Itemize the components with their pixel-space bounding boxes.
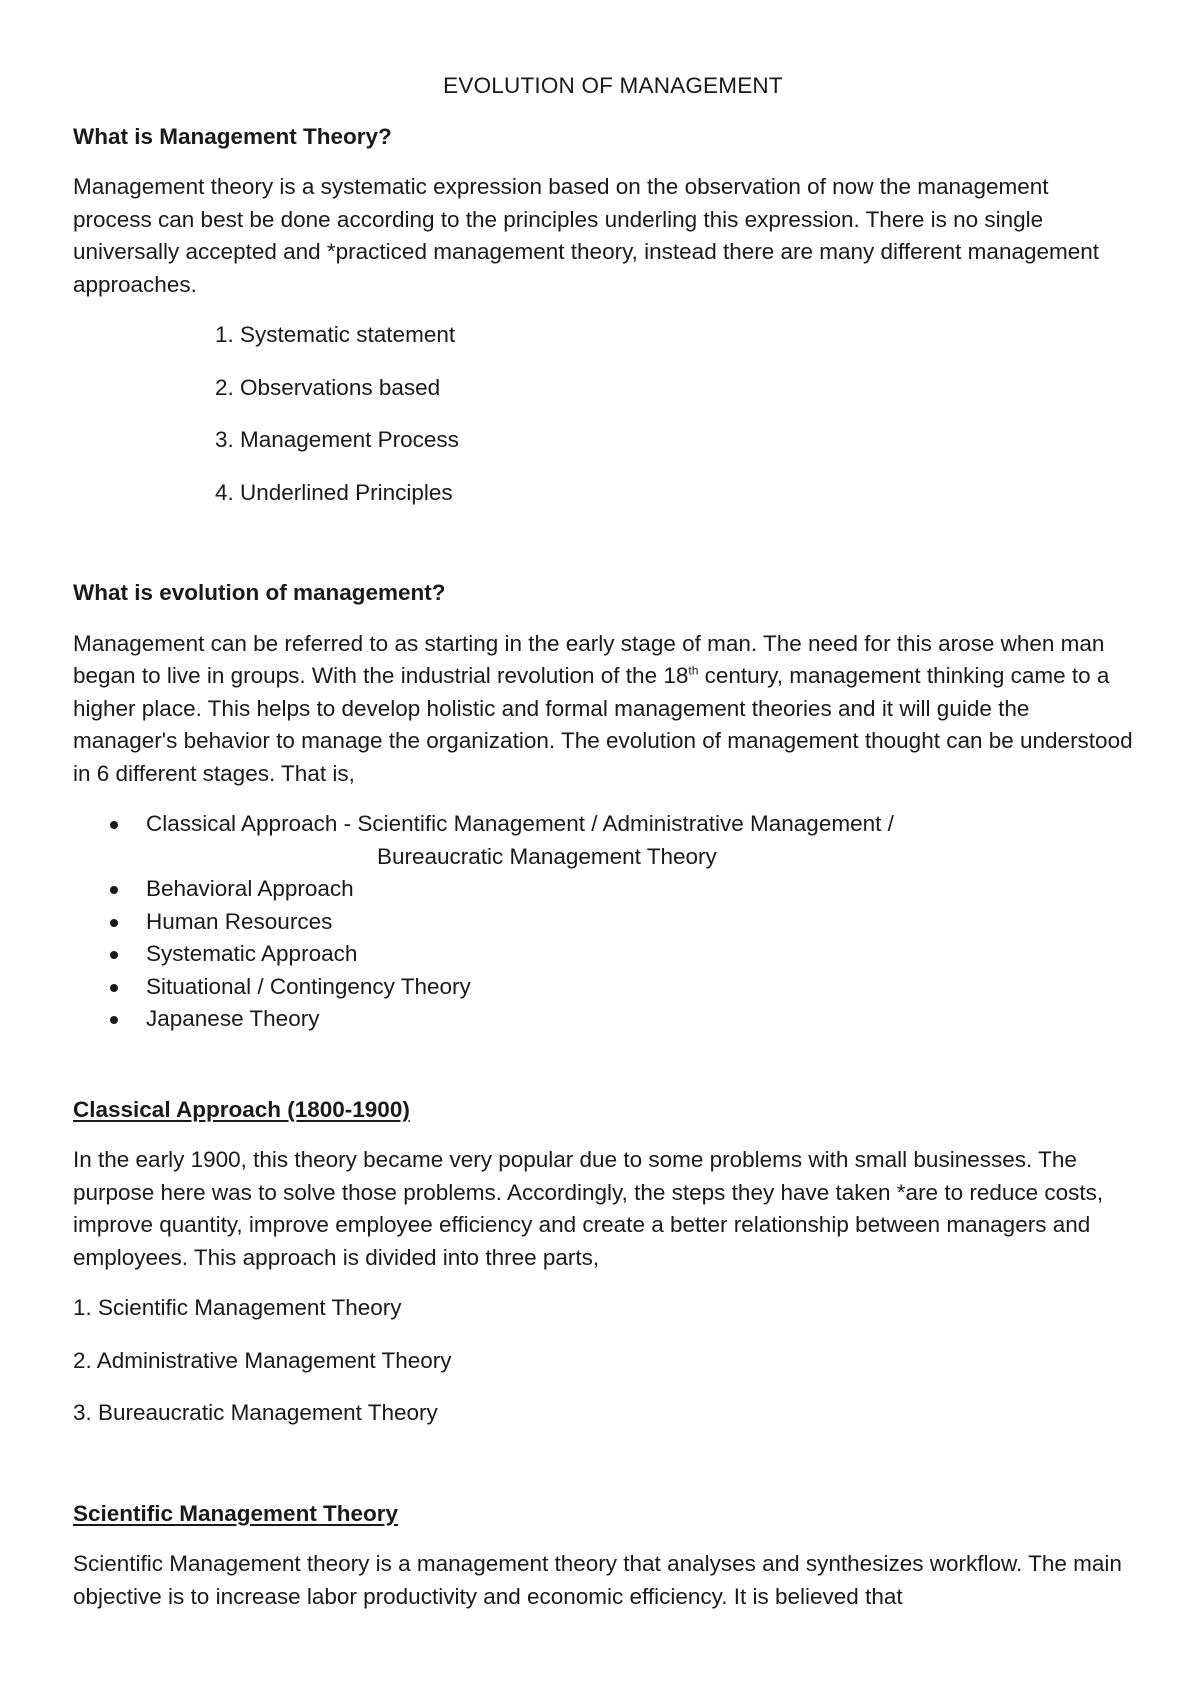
list-item: 3. Bureaucratic Management Theory xyxy=(73,1400,438,1425)
heading-classical-approach: Classical Approach (1800-1900) xyxy=(73,1096,410,1122)
list-item-text: Japanese Theory xyxy=(146,1006,320,1031)
heading-evolution: What is evolution of management? xyxy=(73,580,446,605)
list-item xyxy=(73,1003,1133,1036)
numbered-list-classical-parts xyxy=(73,1292,1133,1430)
list-item-text: Behavioral Approach xyxy=(146,876,354,901)
list-item xyxy=(73,971,1133,1004)
document-page xyxy=(73,70,1133,1631)
paragraph-evolution xyxy=(73,628,1133,791)
list-item xyxy=(73,938,1133,971)
list-item: 2. Observations based xyxy=(215,374,441,400)
bullet-list-stages xyxy=(73,808,1133,1036)
heading-management-theory: What is Management Theory? xyxy=(73,123,392,149)
list-item: 3. Management Process xyxy=(215,427,459,452)
list-item: 1. Scientific Management Theory xyxy=(73,1295,402,1320)
paragraph-management-theory: Management theory is a systematic expression based on the observation of now the management process can best be done according to the principles underling this expression. There is no single universally accepted and *practiced management theory, instead there are many different management approaches. xyxy=(73,174,1100,297)
list-item-text: Human Resources xyxy=(146,908,333,934)
list-item-text: Classical Approach - Scientific Management / Administrative Management / xyxy=(146,811,894,836)
superscript-th: th xyxy=(688,663,699,678)
paragraph-scientific-management: Scientific Management theory is a management theory that analyses and synthesizes workflow. The main objective is to increase labor productivity and economic efficiency. It is believed that xyxy=(73,1551,1122,1609)
list-item-text: Systematic Approach xyxy=(146,941,358,966)
bullet-icon xyxy=(110,821,118,829)
heading-scientific-management: Scientific Management Theory xyxy=(73,1500,399,1526)
list-item-text: Situational / Contingency Theory xyxy=(146,973,471,999)
spacer xyxy=(73,529,1133,577)
numbered-list-theory-features xyxy=(73,319,1133,509)
bullet-icon xyxy=(110,984,118,992)
list-item xyxy=(73,873,1133,906)
paragraph-evolution-part1: Management can be referred to as starting in the early stage of man. The need for this arose when man began to live in groups. With the industrial revolution of the 18 xyxy=(73,630,1105,688)
list-item: 1. Systematic statement xyxy=(215,322,456,347)
list-item: 2. Administrative Management Theory xyxy=(73,1347,452,1373)
spacer xyxy=(73,1450,1133,1498)
bullet-icon xyxy=(110,886,118,894)
list-item: 4. Underlined Principles xyxy=(215,479,453,505)
bullet-icon xyxy=(110,1016,118,1024)
spacer xyxy=(73,1054,1133,1094)
document-title: EVOLUTION OF MANAGEMENT xyxy=(443,73,783,98)
bullet-icon xyxy=(110,951,118,959)
list-item-continuation: Bureaucratic Management Theory xyxy=(377,843,717,869)
bullet-icon xyxy=(110,919,118,927)
paragraph-evolution-part2: century, management thinking came to a higher place. This helps to develop holistic and formal management theories and it will guide the manager's behavior to manage the organization. The evolution of management thought can be understood in 6 different stages. That is, xyxy=(73,663,1133,786)
list-item xyxy=(73,906,1133,939)
paragraph-classical-approach: In the early 1900, this theory became very popular due to some problems with small businesses. The purpose here was to solve those problems. Accordingly, the steps they have taken *are to reduce costs, improve quantity, improve employee efficiency and create a better relationship between managers and employees. This approach is divided into three parts, xyxy=(73,1147,1104,1270)
list-item xyxy=(73,808,1133,873)
